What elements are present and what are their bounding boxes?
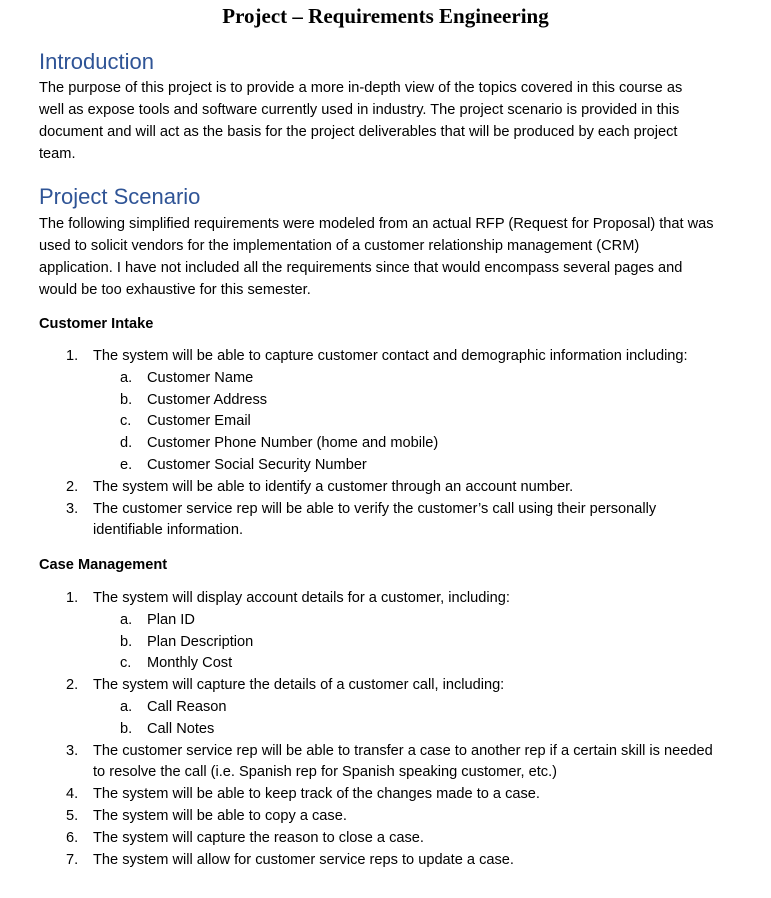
sub-list-item <box>39 390 751 412</box>
sub-list-item-letter: b. <box>120 633 133 650</box>
project-scenario-paragraph <box>39 213 751 301</box>
list-item-number: 1. <box>66 348 79 364</box>
list-item-number: 7. <box>66 851 79 868</box>
list-item <box>39 806 751 828</box>
list-item <box>39 588 751 610</box>
sub-list-item <box>39 411 751 433</box>
list-item-number: 1. <box>66 590 79 606</box>
sub-list-item-letter: a. <box>120 698 133 715</box>
list-item-text: identifiable information. <box>93 522 244 539</box>
sub-list-item-text: Call Notes <box>147 720 215 737</box>
list-item <box>39 784 751 806</box>
sub-list-item-text: Customer Phone Number (home and mobile) <box>147 435 439 452</box>
list-item <box>39 346 751 368</box>
sub-list-item <box>39 697 751 719</box>
sub-list-item <box>39 632 751 654</box>
list-item <box>39 675 751 697</box>
sub-list-item-letter: a. <box>120 611 133 628</box>
project-scenario-heading: Project Scenario <box>39 184 201 209</box>
sub-list-item <box>39 368 751 390</box>
sub-list-item-letter: b. <box>120 720 133 737</box>
sub-list-item <box>39 610 751 632</box>
list-item-number: 6. <box>66 829 79 846</box>
list-item-text: The system will be able to keep track of the changes made to a case. <box>93 786 540 803</box>
paragraph-line: application. I have not included all the requirements since that would encompass several pages and <box>39 260 683 276</box>
sub-list-item-text: Monthly Cost <box>147 655 233 672</box>
case-management-heading: Case Management <box>39 557 168 573</box>
sub-list-item-text: Customer Address <box>147 391 268 408</box>
paragraph-line: The following simplified requirements were modeled from an actual RFP (Request for Proposal) that was <box>39 216 714 232</box>
list-item-number: 5. <box>66 807 79 824</box>
list-item-number: 2. <box>66 478 79 495</box>
paragraph-line: The purpose of this project is to provide a more in-depth view of the topics covered in this course as <box>39 80 683 96</box>
paragraph-line: document and will act as the basis for the project deliverables that will be produced by each project <box>39 124 678 140</box>
list-item-number: 3. <box>66 500 79 517</box>
sub-list-item-letter: e. <box>120 456 133 473</box>
list-item <box>39 850 751 872</box>
sub-list-item-text: Customer Email <box>147 413 251 430</box>
list-item-text: The system will capture the details of a customer call, including: <box>93 677 505 694</box>
list-item-text: The system will be able to capture customer contact and demographic information including: <box>93 348 688 364</box>
sub-list-item-letter: d. <box>120 435 133 452</box>
list-item-number: 2. <box>66 677 79 694</box>
case-management-list <box>39 588 751 871</box>
list-item-text: The customer service rep will be able to transfer a case to another rep if a certain skill is needed <box>93 742 713 759</box>
list-item-text: The system will capture the reason to close a case. <box>93 829 424 846</box>
paragraph-line: team. <box>39 146 76 162</box>
paragraph-line: well as expose tools and software currently used in industry. The project scenario is provided in this <box>39 102 680 118</box>
list-item-number: 3. <box>66 742 79 759</box>
list-item <box>39 499 751 543</box>
sub-list-item-text: Plan Description <box>147 633 254 650</box>
sub-list-item <box>39 653 751 675</box>
sub-list-item-text: Customer Social Security Number <box>147 456 367 473</box>
customer-intake-list <box>39 346 751 542</box>
list-item-text: The customer service rep will be able to verify the customer’s call using their personally <box>93 500 657 517</box>
introduction-heading: Introduction <box>39 49 154 74</box>
customer-intake-heading: Customer Intake <box>39 316 154 332</box>
sub-list-item-text: Plan ID <box>147 611 195 628</box>
list-item-text: The system will allow for customer service reps to update a case. <box>93 851 514 868</box>
list-item-text: to resolve the call (i.e. Spanish rep for Spanish speaking customer, etc.) <box>93 764 557 781</box>
list-item-number: 4. <box>66 786 79 803</box>
sub-list-item-text: Customer Name <box>147 369 254 386</box>
sub-list-item-letter: b. <box>120 391 133 408</box>
introduction-paragraph <box>39 77 751 165</box>
list-item <box>39 828 751 850</box>
paragraph-line: would be too exhaustive for this semester. <box>39 282 311 298</box>
paragraph-line: used to solicit vendors for the implementation of a customer relationship management (CRM) <box>39 238 640 254</box>
sub-list-item-text: Call Reason <box>147 698 227 715</box>
page-title: Project – Requirements Engineering <box>222 4 549 28</box>
list-item-text: The system will be able to copy a case. <box>93 807 347 824</box>
sub-list-item <box>39 455 751 477</box>
sub-list-item-letter: c. <box>120 655 132 672</box>
list-item <box>39 477 751 499</box>
list-item-text: The system will be able to identify a customer through an account number. <box>93 478 574 495</box>
list-item <box>39 741 751 785</box>
sub-list-item-letter: a. <box>120 369 133 386</box>
sub-list-item-letter: c. <box>120 413 132 430</box>
list-item-text: The system will display account details for a customer, including: <box>93 590 510 606</box>
sub-list-item <box>39 433 751 455</box>
sub-list-item <box>39 719 751 741</box>
